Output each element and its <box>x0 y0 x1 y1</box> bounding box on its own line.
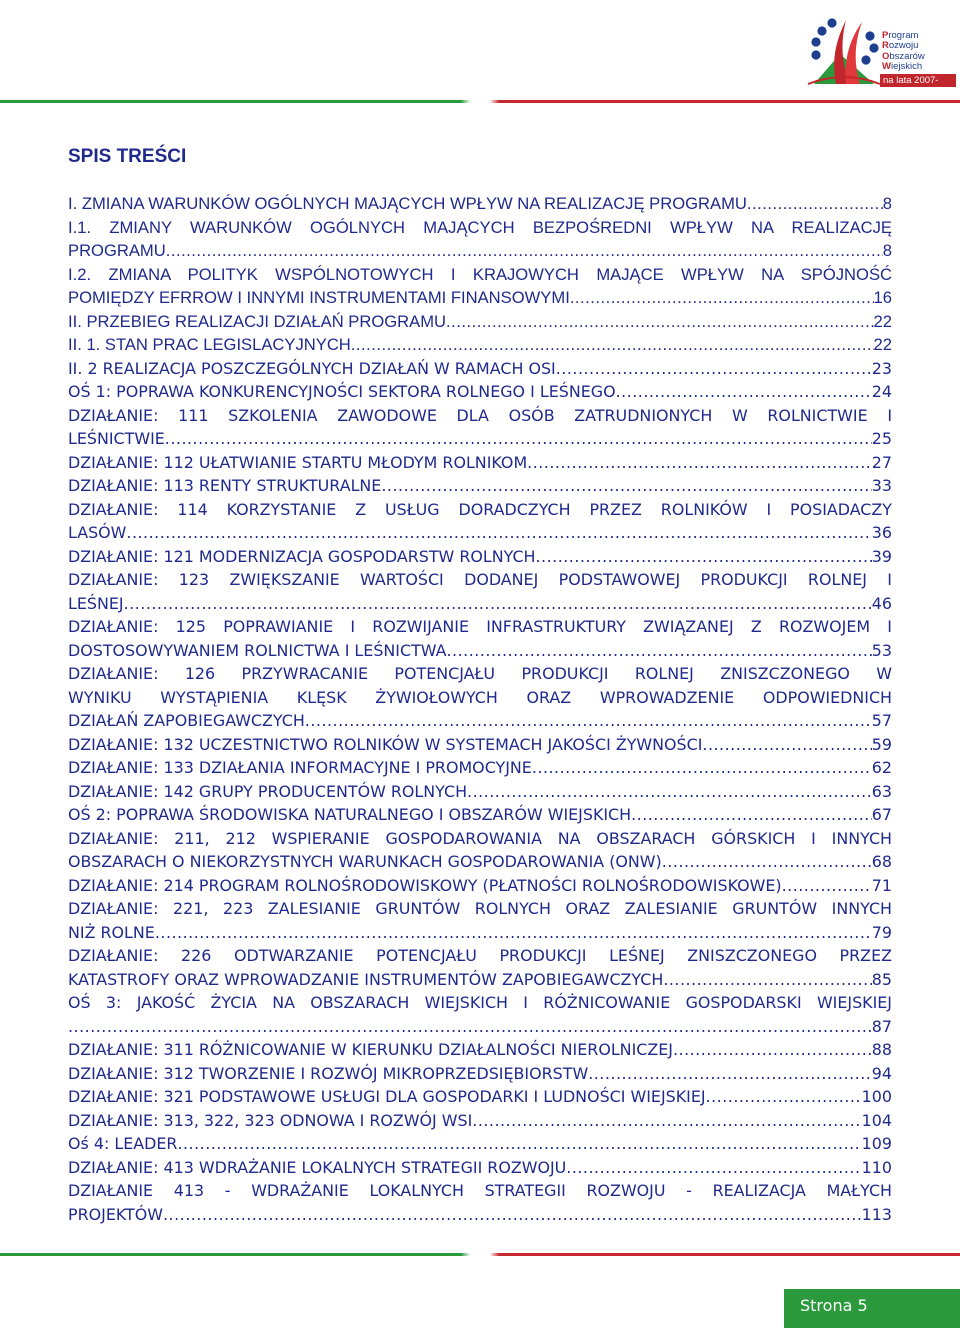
dot-leader <box>305 709 872 733</box>
toc-entry-text: KATASTROFY ORAZ WPROWADZANIE INSTRUMENTÓW ZAPOBIEGAWCZYCH <box>68 969 664 989</box>
dot-leader <box>124 592 872 616</box>
toc-entry-line <box>68 333 892 357</box>
dot-leader <box>673 1038 872 1062</box>
toc-entry-text: I.1. ZMIANY WARUNKÓW OGÓLNYCH MAJĄCYCH BEZPOŚREDNI WPŁYW NA REALIZACJĘ <box>68 217 892 237</box>
toc-page-number: 63 <box>871 781 892 801</box>
toc-page-number: 109 <box>861 1134 892 1153</box>
dot-leader <box>126 521 871 545</box>
logo-line: Rozwoju <box>882 40 919 52</box>
toc-entry-text: DZIAŁANIE: 321 PODSTAWOWE USŁUGI DLA GOSPODARKI I LUDNOŚCI WIEJSKIEJ <box>68 1087 706 1106</box>
logo-line: Obszarów <box>882 50 925 62</box>
toc-entry-line <box>68 592 892 616</box>
toc-page-number: 85 <box>871 969 892 989</box>
logo-period: na lata 2007-2013 <box>880 74 956 87</box>
toc-entry[interactable] <box>68 380 892 404</box>
dot-leader <box>702 733 871 757</box>
dot-leader <box>177 1132 861 1156</box>
toc-entry-text: DOSTOSOWYWANIEM ROLNICTWA I LEŚNICTWA <box>68 640 447 660</box>
toc-entry-text: WYNIKU WYSTĄPIENIA KLĘSK ŻYWIOŁOWYCH ORAZ WPROWADZENIE ODPOWIEDNICH <box>68 687 892 707</box>
toc-page-number: 79 <box>871 922 892 942</box>
toc-page-number: 25 <box>871 429 892 448</box>
toc-entry[interactable] <box>68 1132 892 1156</box>
dot-leader <box>570 286 874 310</box>
toc-entry-line <box>68 850 892 874</box>
toc-entry-text: PROGRAMU <box>68 241 166 260</box>
header-rule <box>0 100 960 103</box>
dot-leader <box>556 357 872 381</box>
dot-leader <box>616 380 872 404</box>
toc-page-number: 110 <box>861 1157 892 1177</box>
toc-entry-text: OBSZARACH O NIEKORZYSTNYCH WARUNKACH GOSPODAROWANIA (ONW) <box>68 852 662 871</box>
toc-entry-line <box>68 921 892 945</box>
toc-entry-line <box>68 474 892 498</box>
toc-page-number: 113 <box>861 1204 892 1224</box>
toc-entry[interactable] <box>68 1179 892 1226</box>
toc-entry-text: DZIAŁANIE: 221, 223 ZALESIANIE GRUNTÓW ROLNYCH ORAZ ZALESIANIE GRUNTÓW INNYCH <box>68 899 892 918</box>
toc-entry[interactable] <box>68 944 892 991</box>
toc-entry-text: DZIAŁANIE: 226 ODTWARZANIE POTENCJAŁU PRODUKCJI LEŚNEJ ZNISZCZONEGO PRZEZ <box>68 946 892 965</box>
dot-leader <box>747 192 883 216</box>
dot-leader <box>706 1085 862 1109</box>
toc-entry[interactable] <box>68 897 892 944</box>
toc-page-number: 62 <box>871 758 892 777</box>
toc-page-number: 27 <box>871 452 892 472</box>
toc-entry-text: NIŻ ROLNE <box>68 922 155 942</box>
toc-entry-text: II. PRZEBIEG REALIZACJI DZIAŁAŃ PROGRAMU <box>68 311 447 331</box>
toc-page-number: 88 <box>871 1040 892 1059</box>
toc-page-number: 59 <box>871 734 892 754</box>
toc-entry[interactable] <box>68 357 892 381</box>
toc-entry-line <box>68 803 892 827</box>
toc-entry[interactable] <box>68 827 892 874</box>
toc-entry-text: I. ZMIANA WARUNKÓW OGÓLNYCH MAJĄCYCH WPŁYW NA REALIZACJĘ PROGRAMU <box>68 194 747 213</box>
toc-entry-line <box>68 733 892 757</box>
toc-entry-text: DZIAŁANIE: 211, 212 WSPIERANIE GOSPODAROWANIA NA OBSZARACH GÓRSKICH I INNYCH <box>68 828 892 848</box>
toc-page-number: 36 <box>871 523 892 542</box>
toc-entry-text: LEŚNEJ <box>68 593 124 613</box>
toc-entry-text: DZIAŁANIE: 114 KORZYSTANIE Z USŁUG DORADCZYCH PRZEZ ROLNIKÓW I POSIADACZY <box>68 499 892 519</box>
toc-page-number: 24 <box>871 382 892 401</box>
toc-entry-text: I.2. ZMIANA POLITYK WSPÓLNOTOWYCH I KRAJOWYCH MAJĄCE WPŁYW NA SPÓJNOŚĆ <box>68 264 892 284</box>
toc-entry-line <box>68 1015 892 1039</box>
toc-entry-line <box>68 709 892 733</box>
toc-page-number: 16 <box>873 288 892 307</box>
toc-page-number: 8 <box>882 241 892 260</box>
toc-entry-line <box>68 1156 892 1180</box>
toc-entry-line <box>68 1203 892 1227</box>
toc-entry[interactable] <box>68 991 892 1038</box>
toc-page-number: 23 <box>871 358 892 378</box>
dot-leader <box>588 1062 872 1086</box>
dot-leader <box>467 780 872 804</box>
program-logo <box>806 6 954 99</box>
toc-entry-text: Oś 4: LEADER <box>68 1134 178 1153</box>
dot-leader <box>447 639 872 663</box>
logo-emblem-icon <box>806 6 882 90</box>
toc-entry-text: OŚ 1: POPRAWA KONKURENCYJNOŚCI SEKTORA ROLNEGO I LEŚNEGO <box>68 382 616 401</box>
footer-rule <box>0 1253 960 1256</box>
toc-entry-line <box>68 310 892 334</box>
toc-entry-text: OŚ 2: POPRAWA ŚRODOWISKA NATURALNEGO I OBSZARÓW WIEJSKICH <box>68 805 632 824</box>
dot-leader <box>536 545 872 569</box>
toc-entry-line <box>68 1038 892 1062</box>
toc-entry-text: DZIAŁANIE: 123 ZWIĘKSZANIE WARTOŚCI DODANEJ PODSTAWOWEJ PRODUKCJI ROLNEJ I <box>68 570 892 589</box>
toc-entry-line <box>68 451 892 475</box>
toc-entry-text: LEŚNICTWIE <box>68 429 165 448</box>
toc-entry-text: PROJEKTÓW <box>68 1204 163 1224</box>
toc-entry-line <box>68 1062 892 1086</box>
toc-entry-text: DZIAŁANIE: 126 PRZYWRACANIE POTENCJAŁU PRODUKCJI ROLNEJ ZNISZCZONEGO W <box>68 664 892 683</box>
toc-entry[interactable] <box>68 874 892 898</box>
toc-entry-line <box>68 427 892 451</box>
toc-entry[interactable] <box>68 615 892 662</box>
toc-entry[interactable] <box>68 733 892 757</box>
toc-entry[interactable] <box>68 333 892 357</box>
toc-page-number: 53 <box>871 640 892 660</box>
toc-entry[interactable] <box>68 404 892 451</box>
toc-title: SPIS TREŚCI <box>68 146 187 167</box>
toc-page-number: 104 <box>861 1110 892 1130</box>
toc-entry[interactable] <box>68 662 892 733</box>
page-number: Strona 5 <box>800 1296 868 1315</box>
toc-entry[interactable] <box>68 1156 892 1180</box>
toc-entry-text: POMIĘDZY EFRROW I INNYMI INSTRUMENTAMI FINANSOWYMI <box>68 288 570 307</box>
toc-entry[interactable] <box>68 568 892 615</box>
dot-leader <box>662 850 872 874</box>
toc-entry-line <box>68 874 892 898</box>
toc-entry-line <box>68 1132 892 1156</box>
dot-leader <box>532 756 872 780</box>
toc-entry[interactable] <box>68 1085 892 1109</box>
toc-entry-text: DZIAŁANIE: 121 MODERNIZACJA GOSPODARSTW ROLNYCH <box>68 546 536 566</box>
toc-entry-line <box>68 780 892 804</box>
toc-entry[interactable] <box>68 1109 892 1133</box>
toc-entry-text: DZIAŁANIE: 111 SZKOLENIA ZAWODOWE DLA OSÓB ZATRUDNIONYCH W ROLNICTWIE I <box>68 405 892 425</box>
toc-entry-line <box>68 380 892 404</box>
toc-entry-line <box>68 639 892 663</box>
toc-entry-text: DZIAŁANIE: 313, 322, 323 ODNOWA I ROZWÓJ WSI <box>68 1110 473 1130</box>
toc-entry[interactable] <box>68 192 892 216</box>
toc-entry-text: DZIAŁANIE: 133 DZIAŁANIA INFORMACYJNE I PROMOCYJNE <box>68 758 532 777</box>
toc-page-number: 46 <box>871 593 892 613</box>
toc-entry-text: DZIAŁANIE: 311 RÓŻNICOWANIE W KIERUNKU DZIAŁALNOŚCI NIEROLNICZEJ <box>68 1040 673 1059</box>
toc-page-number: 39 <box>871 546 892 566</box>
toc-entry-text: DZIAŁANIE: 113 RENTY STRUKTURALNE <box>68 476 382 495</box>
toc-entry-line <box>68 545 892 569</box>
toc-entry-text: DZIAŁAŃ ZAPOBIEGAWCZYCH <box>68 711 305 730</box>
toc-entry[interactable] <box>68 498 892 545</box>
toc-entry-text: OŚ 3: JAKOŚĆ ŻYCIA NA OBSZARACH WIEJSKICH I RÓŻNICOWANIE GOSPODARSKI WIEJSKIEJ <box>68 993 892 1012</box>
toc-entry-line <box>68 286 892 310</box>
toc-entry[interactable] <box>68 474 892 498</box>
toc-entry-line <box>68 357 892 381</box>
dot-leader <box>163 1203 862 1227</box>
toc-entry[interactable] <box>68 545 892 569</box>
toc-entry[interactable] <box>68 1038 892 1062</box>
toc-page-number: 68 <box>871 852 892 871</box>
toc-page-number: 94 <box>871 1063 892 1083</box>
toc-entry-text: DZIAŁANIE: 142 GRUPY PRODUCENTÓW ROLNYCH <box>68 781 468 801</box>
toc-entry[interactable] <box>68 1062 892 1086</box>
toc-entry[interactable] <box>68 451 892 475</box>
toc-entry[interactable] <box>68 780 892 804</box>
dot-leader <box>68 1015 872 1039</box>
toc-page-number: 22 <box>873 311 892 331</box>
toc-page-number: 87 <box>871 1016 892 1036</box>
toc-entry-line <box>68 192 892 216</box>
toc-entry-line <box>68 239 892 263</box>
logo-line: Program <box>882 30 919 41</box>
toc-page-number: 57 <box>871 711 892 730</box>
toc-entry-text: II. 2 REALIZACJA POSZCZEGÓLNYCH DZIAŁAŃ W RAMACH OSI <box>68 358 556 378</box>
toc-entry-text: DZIAŁANIE: 125 POPRAWIANIE I ROZWIJANIE INFRASTRUKTURY ZWIĄZANEJ Z ROZWOJEM I <box>68 617 892 636</box>
toc-page-number: 33 <box>871 476 892 495</box>
dot-leader <box>155 921 872 945</box>
dot-leader <box>381 474 871 498</box>
dot-leader <box>782 874 872 898</box>
dot-leader <box>351 333 874 357</box>
dot-leader <box>566 1156 861 1180</box>
dot-leader <box>165 427 872 451</box>
toc-page-number: 100 <box>861 1087 892 1106</box>
toc-entry-text: DZIAŁANIE: 214 PROGRAM ROLNOŚRODOWISKOWY (PŁATNOŚCI ROLNOŚRODOWISKOWE) <box>68 875 782 895</box>
toc-page-number: 22 <box>873 335 892 354</box>
toc-entry[interactable] <box>68 756 892 780</box>
toc-entry-text: DZIAŁANIE: 312 TWORZENIE I ROZWÓJ MIKROPRZEDSIĘBIORSTW <box>68 1063 589 1083</box>
dot-leader <box>631 803 872 827</box>
toc-entry-text: LASÓW <box>68 523 127 542</box>
toc-entry-line <box>68 1109 892 1133</box>
toc-page-number: 8 <box>882 194 892 213</box>
toc-entry-line <box>68 756 892 780</box>
logo-line: Wiejskich <box>882 61 923 73</box>
toc-entry-text: DZIAŁANIE 413 - WDRAŻANIE LOKALNYCH STRATEGII ROZWOJU - REALIZACJA MAŁYCH <box>68 1181 892 1200</box>
dot-leader <box>446 310 873 334</box>
toc-entry-line <box>68 521 892 545</box>
toc-entry-text: DZIAŁANIE: 112 UŁATWIANIE STARTU MŁODYM ROLNIKOM <box>68 452 528 472</box>
logo-text <box>882 31 925 73</box>
dot-leader <box>472 1109 861 1133</box>
toc-entry-text: II. 1. STAN PRAC LEGISLACYJNYCH <box>68 335 351 354</box>
toc-entry[interactable] <box>68 263 892 310</box>
table-of-contents <box>68 192 892 1226</box>
toc-entry[interactable] <box>68 216 892 263</box>
dot-leader <box>663 968 871 992</box>
toc-page-number: 67 <box>871 805 892 824</box>
dot-leader <box>166 239 883 263</box>
toc-page-number: 71 <box>871 875 892 895</box>
toc-entry-line <box>68 1085 892 1109</box>
toc-entry-text: DZIAŁANIE: 132 UCZESTNICTWO ROLNIKÓW W SYSTEMACH JAKOŚCI ŻYWNOŚCI <box>68 734 703 754</box>
toc-entry[interactable] <box>68 803 892 827</box>
toc-entry-text: DZIAŁANIE: 413 WDRAŻANIE LOKALNYCH STRATEGII ROZWOJU <box>68 1157 567 1177</box>
dot-leader <box>527 451 872 475</box>
toc-entry-line <box>68 968 892 992</box>
toc-entry[interactable] <box>68 310 892 334</box>
